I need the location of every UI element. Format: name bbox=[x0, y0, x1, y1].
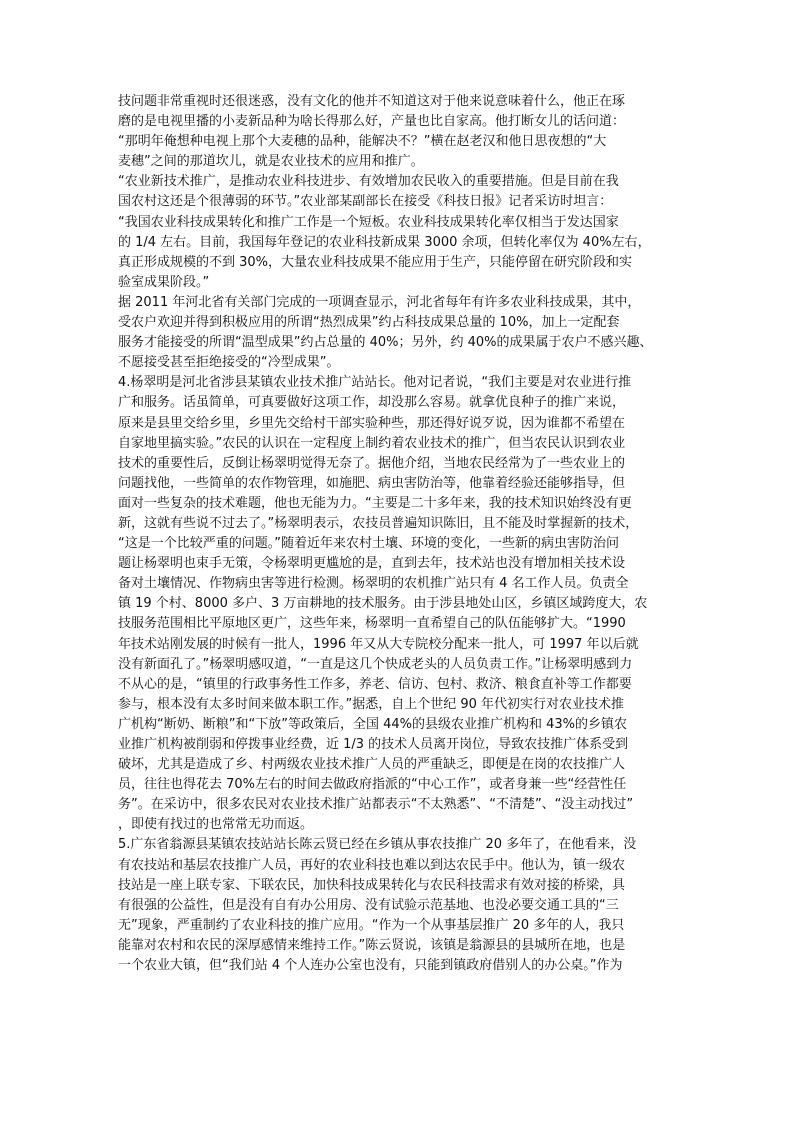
text-line: 不从心的是，“镇里的行政事务性工作多，养老、信访、包村、救济、粮食直补等工作都要 bbox=[118, 676, 632, 692]
text-line: 自家地里搞实验。”农民的认识在一定程度上制约着农业技术的推广，但当农民认识到农业 bbox=[118, 435, 626, 451]
text-line: “那明年俺想种电视上那个大麦穗的品种，能解决不？”横在赵老汉和他日思夜想的“大 bbox=[118, 134, 607, 150]
text-line: 能靠对农村和农民的深厚感情来维持工作。”陈云贤说，该镇是翁源县的县城所在地，也是 bbox=[118, 937, 626, 953]
text-line: 5.广东省翁源县某镇农技站站长陈云贤已经在乡镇从事农技推广 20 多年了，在他看来，没 bbox=[118, 837, 637, 853]
text-line: 题让杨翠明也束手无策，令杨翠明更尴尬的是，直到去年，技术站也没有增加相关技术设 bbox=[118, 556, 626, 572]
text-line: “农业新技术推广，是推动农业科技进步、有效增加农民收入的重要措施。但是目前在我 bbox=[118, 174, 619, 190]
text-line: 务”。在采访中，很多农民对农业技术推广站都表示“不太熟悉”、“不清楚”、“没主动找过” bbox=[118, 797, 634, 813]
text-line: 广和服务。话虽简单，可真要做好这项工作，却没那么容易。就拿优良种子的推广来说， bbox=[118, 395, 626, 411]
text-line: 镇 19 个村、8000 多户、3 万亩耕地的技术服务。由于涉县地处山区，乡镇区域跨度大，农 bbox=[118, 596, 648, 612]
text-line: 验室成果阶段。” bbox=[118, 274, 210, 290]
text-line: 技术的重要性后，反倒让杨翠明觉得无奈了。据他介绍，当地农民经常为了一些农业上的 bbox=[118, 455, 626, 471]
text-line: 业推广机构被削弱和停拨事业经费，近 1/3 的技术人员离开岗位，导致农技推广体系受到 bbox=[118, 737, 629, 752]
text-line: 参与，根本没有太多时间来做本职工作。”据悉，自上个世纪 90 年代初实行对农业技术推 bbox=[118, 696, 625, 712]
document-body bbox=[118, 92, 678, 976]
text-line: 的 1/4 左右。目前，我国每年登记的农业科技新成果 3000 余项，但转化率仅为 40%左右， bbox=[118, 234, 651, 250]
text-line: “这是一个比较严重的问题。”随着近年来农村土壤、环境的变化，一些新的病虫害防治问 bbox=[118, 536, 619, 552]
text-line: 新，这就有些说不过去了。”杨翠明表示，农技员普遍知识陈旧，且不能及时掌握新的技术， bbox=[118, 515, 639, 531]
text-line: 有农技站和基层农技推广人员，再好的农业科技也难以到达农民手中。他认为，镇一级农 bbox=[118, 857, 626, 873]
text-line: 4.杨翠明是河北省涉县某镇农业技术推广站站长。他对记者说，“我们主要是对农业进行推 bbox=[118, 375, 632, 391]
text-line: 服务才能接受的所谓“温型成果”约占总量的 40%；另外，约 40%的成果属于农户不感兴趣、 bbox=[118, 335, 653, 351]
text-line: 问题找他，一些简单的农作物管理，如施肥、病虫害防治等，他靠着经验还能够指导，但 bbox=[118, 475, 626, 491]
text-line: 没有新面孔了。”杨翠明感叹道，“一直是这几个快成老头的人员负责工作。”让杨翠明感到力 bbox=[118, 656, 633, 672]
text-line: 技问题非常重视时还很迷惑，没有文化的他并不知道这对于他来说意味着什么，他正在琢 bbox=[118, 94, 626, 109]
text-line: 国农村这还是个很薄弱的环节。”农业部某副部长在接受《科技日报》记者采访时坦言： bbox=[118, 194, 613, 210]
text-line: 不愿接受甚至拒绝接受的“冷型成果”。 bbox=[118, 355, 340, 371]
text-line: 面对一些复杂的技术难题，他也无能为力。“主要是二十多年来，我的技术知识始终没有更 bbox=[118, 495, 632, 511]
text-line: 年技术站刚发展的时候有一批人，1996 年又从大专院校分配来一批人，可 1997 年以后就 bbox=[118, 636, 639, 652]
text-line: 受农户欢迎并得到积极应用的所谓“热烈成果”约占科技成果总量的 10%，加上一定配套 bbox=[118, 315, 620, 331]
text-line: 破坏，尤其是造成了乡、村两级农业技术推广人员的严重缺乏，即便是在岗的农技推广人 bbox=[118, 757, 626, 773]
text-line: 技服务范围相比平原地区更广，这些年来，杨翠明一直希望自己的队伍能够扩大。“1990 bbox=[118, 616, 626, 632]
text-line: ，即使有找过的也常常无功而返。 bbox=[118, 817, 314, 833]
text-line: 麦穗”之间的那道坎儿，就是农业技术的应用和推广。 bbox=[118, 154, 424, 170]
text-line: 技站是一座上联专家、下联农民，加快科技成果转化与农民科技需求有效对接的桥梁，具 bbox=[118, 877, 626, 893]
text-line: 有很强的公益性，但是没有自有办公用房、没有试验示范基地、也没必要交通工具的“三 bbox=[118, 897, 619, 913]
text-line: 真正形成规模的不到 30%，大量农业科技成果不能应用于生产，只能停留在研究阶段和实 bbox=[118, 254, 633, 270]
text-line: 磨的是电视里播的小麦新品种为啥长得那么好，产量也比自家高。他打断女儿的话问道： bbox=[118, 114, 626, 130]
text-line: 备对土壤情况、作物病虫害等进行检测。杨翠明的农机推广站只有 4 名工作人员。负责全 bbox=[118, 576, 629, 592]
text-line: “我国农业科技成果转化和推广工作是一个短板。农业科技成果转化率仅相当于发达国家 bbox=[118, 214, 619, 230]
text-line: 无”现象，严重制约了农业科技的推广应用。“作为一个从事基层推广 20 多年的人，我只 bbox=[118, 917, 625, 933]
text-line: 广机构“断奶、断粮”和“下放”等政策后，全国 44%的县级农业推广机构和 43%的乡镇农 bbox=[118, 716, 627, 732]
text-line: 员，往往也得花去 70%左右的时间去做政府指派的“中心工作”，或者身兼一些“经营性任 bbox=[118, 777, 627, 793]
text-line: 原来是县里交给乡里，乡里先交给村干部实验种些，那还得好说歹说，因为谁都不希望在 bbox=[118, 415, 626, 431]
text-line: 一个农业大镇，但“我们站 4 个人连办公室也没有，只能到镇政府借别人的办公桌。”作为 bbox=[118, 958, 623, 974]
text-line: 据 2011 年河北省有关部门完成的一项调查显示，河北省每年有许多农业科技成果，其中， bbox=[118, 294, 641, 310]
